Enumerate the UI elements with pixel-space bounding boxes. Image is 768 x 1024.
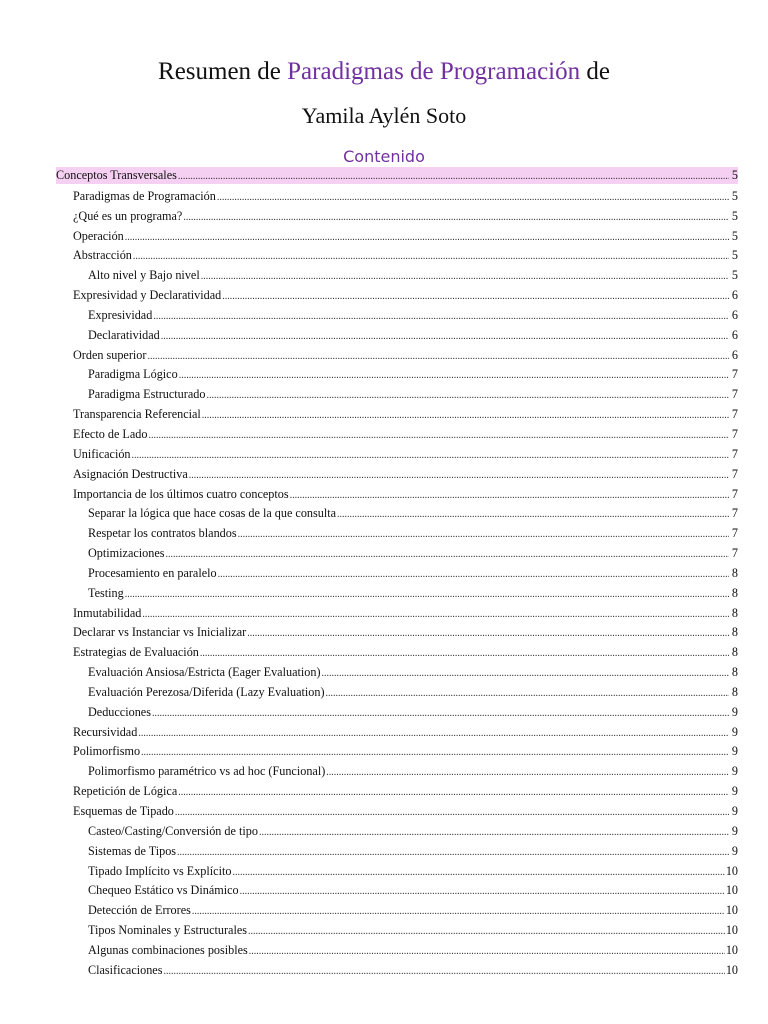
toc-entry-title: Declaratividad [88,327,160,342]
toc-dot-leader [147,347,729,367]
toc-dot-leader [175,803,729,823]
toc-entry-title: Asignación Destructiva [73,466,188,481]
toc-entry-title: Expresividad [88,307,153,322]
toc-entry[interactable] [56,465,738,485]
toc-entry[interactable] [56,227,738,247]
toc-dot-leader [125,228,729,248]
toc-entry-title: Expresividad y Declaratividad [73,288,222,303]
toc-entry-page: 8 [731,645,738,660]
toc-entry-title: Deducciones [88,704,151,719]
toc-entry-title: ¿Qué es un programa? [73,208,183,223]
toc-entry[interactable] [56,564,738,584]
toc-entry-title: Operación [73,228,124,243]
toc-entry[interactable] [56,901,738,921]
toc-entry-title: Inmutabilidad [73,605,142,620]
toc-dot-leader [200,644,729,664]
toc-entry[interactable] [56,802,738,822]
toc-entry[interactable] [56,365,738,385]
toc-entry-page: 7 [731,506,738,521]
toc-dot-leader [240,882,725,902]
toc-entry-title: Evaluación Ansiosa/Estricta (Eager Evaluation) [88,665,321,680]
toc-entry[interactable] [56,524,738,544]
toc-entry-title: Efecto de Lado [73,426,148,441]
toc-dot-leader [183,208,729,228]
toc-entry-title: Evaluación Perezosa/Diferida (Lazy Evaluation) [88,684,325,699]
toc-entry[interactable] [56,862,738,882]
toc-entry-title: Alto nivel y Bajo nivel [88,268,200,283]
toc-entry[interactable] [56,346,738,366]
toc-entry-page: 7 [731,486,738,501]
toc-entry-page: 8 [731,585,738,600]
toc-entry-title: Detección de Errores [88,903,191,918]
toc-entry-title: Procesamiento en paralelo [88,565,217,580]
toc-entry[interactable] [56,663,738,683]
toc-entry-page: 8 [731,684,738,699]
toc-entry-page: 5 [731,188,738,203]
toc-entry-page: 7 [731,466,738,481]
toc-entry[interactable] [56,842,738,862]
toc-dot-leader [218,565,729,585]
toc-dot-leader [177,843,729,863]
toc-entry-page: 7 [731,546,738,561]
toc-entry[interactable] [56,306,738,326]
toc-dot-leader [217,188,729,208]
toc-entry[interactable] [56,385,738,405]
toc-entry-page: 6 [731,288,738,303]
toc-dot-leader [326,763,729,783]
toc-entry[interactable] [56,961,738,981]
toc-entry-page: 10 [725,923,738,938]
toc-entry-page: 10 [725,863,738,878]
toc-dot-leader [141,743,729,763]
toc-entry-page: 5 [731,228,738,243]
toc-entry-page: 5 [731,208,738,223]
toc-dot-leader [247,624,729,644]
toc-entry-page: 10 [725,942,738,957]
toc-entry[interactable] [56,881,738,901]
toc-entry-title: Paradigma Lógico [88,367,178,382]
toc-entry-page: 7 [731,367,738,382]
toc-entry-page: 7 [731,387,738,402]
toc-dot-leader [259,823,729,843]
toc-entry-title: Chequeo Estático vs Dinámico [88,883,239,898]
toc-entry-page: 8 [731,625,738,640]
toc-dot-leader [132,446,729,466]
toc-dot-leader [192,902,725,922]
toc-entry-title: Separar la lógica que hace cosas de la que consulta [88,506,337,521]
author-name: Yamila Aylén Soto [301,103,467,128]
toc-entry-page: 5 [731,168,738,182]
toc-entry-page: 9 [731,804,738,818]
toc-entry-page: 9 [731,823,738,838]
toc-entry-title: Tipado Implícito vs Explícito [88,863,232,878]
toc-dot-leader [249,942,725,962]
toc-entry[interactable] [56,782,738,802]
toc-entry[interactable] [56,762,738,782]
toc-dot-leader [148,426,729,446]
toc-entry-page: 10 [725,883,738,898]
toc-entry[interactable] [56,643,738,663]
toc-dot-leader [163,962,724,982]
toc-dot-leader [232,863,724,883]
toc-entry-page: 7 [731,526,738,541]
toc-dot-leader [206,386,729,406]
toc-dot-leader [138,724,729,744]
toc-heading: Contenido [343,147,425,166]
toc-dot-leader [189,466,729,486]
toc-entry-title: Abstracción [73,248,132,263]
toc-entry-title: Optimizaciones [88,546,165,561]
toc-dot-leader [201,267,729,287]
toc-entry[interactable] [56,742,738,762]
toc-entry-page: 10 [725,962,738,977]
toc-entry-title: Casteo/Casting/Conversión de tipo [88,823,258,838]
toc-entry-title: Paradigmas de Programación [73,188,216,203]
toc-dot-leader [248,922,725,942]
toc-dot-leader [161,327,729,347]
table-of-contents [56,167,738,981]
toc-dot-leader [178,783,729,803]
toc-entry-page: 5 [731,248,738,263]
toc-entry-title: Conceptos Transversales [56,168,177,182]
toc-dot-leader [238,525,729,545]
toc-dot-leader [222,287,729,307]
title-prefix: Resumen de [158,58,288,85]
toc-entry-page: 7 [731,426,738,441]
toc-entry[interactable] [56,941,738,961]
toc-dot-leader [179,366,729,386]
toc-entry-page: 8 [731,605,738,620]
toc-entry[interactable] [56,623,738,643]
toc-entry-page: 9 [731,784,738,799]
toc-dot-leader [133,247,729,267]
toc-entry-title: Importancia de los últimos cuatro conceptos [73,486,289,501]
toc-entry-page: 6 [731,347,738,362]
toc-entry-title: Estrategias de Evaluación [73,645,199,660]
toc-entry-page: 9 [731,704,738,719]
toc-entry-title: Polimorfismo [73,744,141,759]
toc-dot-leader [125,585,729,605]
toc-entry-page: 8 [731,565,738,580]
toc-entry-page: 9 [731,843,738,858]
toc-entry-page: 9 [731,764,738,779]
toc-entry[interactable] [56,683,738,703]
toc-entry-title: Testing [88,585,124,600]
toc-entry-title: Transparencia Referencial [73,407,201,422]
toc-entry[interactable] [56,485,738,505]
toc-entry[interactable] [56,822,738,842]
toc-entry[interactable] [56,703,738,723]
toc-entry-title: Repetición de Lógica [73,784,178,799]
toc-entry-title: Polimorfismo paramétrico vs ad hoc (Funcional) [88,764,326,779]
toc-dot-leader [152,704,729,724]
toc-dot-leader [326,684,729,704]
toc-entry-title: Paradigma Estructurado [88,387,206,402]
toc-entry[interactable] [56,425,738,445]
toc-entry[interactable] [56,921,738,941]
toc-entry-title: Sistemas de Tipos [88,843,177,858]
toc-entry-page: 6 [731,307,738,322]
toc-entry[interactable] [56,167,738,184]
toc-entry-page: 6 [731,327,738,342]
toc-entry[interactable] [56,246,738,266]
toc-entry-page: 5 [731,268,738,283]
title-suffix: de [580,58,610,85]
toc-entry[interactable] [56,326,738,346]
document-title [0,55,768,89]
toc-entry[interactable] [56,604,738,624]
title-accent: Paradigmas de Programación [287,58,581,85]
toc-entry[interactable] [56,207,738,227]
toc-entry[interactable] [56,445,738,465]
toc-entry-page: 9 [731,724,738,739]
toc-entry[interactable] [56,286,738,306]
toc-entry[interactable] [56,584,738,604]
toc-entry-title: Declarar vs Instanciar vs Inicializar [73,625,247,640]
toc-entry-title: Clasificaciones [88,962,163,977]
toc-dot-leader [322,664,730,684]
toc-dot-leader [337,505,729,525]
toc-entry-title: Recursividad [73,724,138,739]
toc-dot-leader [166,545,730,565]
toc-dot-leader [290,486,729,506]
toc-entry-title: Unificación [73,446,131,461]
toc-entry[interactable] [56,187,738,207]
toc-entry[interactable] [56,504,738,524]
toc-entry[interactable] [56,405,738,425]
toc-dot-leader [178,168,729,185]
toc-entry-page: 8 [731,665,738,680]
toc-dot-leader [153,307,729,327]
toc-entry-page: 7 [731,407,738,422]
toc-entry-title: Respetar los contratos blandos [88,526,237,541]
toc-dot-leader [142,605,729,625]
toc-entry[interactable] [56,266,738,286]
toc-entry-title: Esquemas de Tipado [73,804,174,818]
toc-entry-page: 10 [725,903,738,918]
toc-entry-page: 9 [731,744,738,759]
toc-entry-page: 7 [731,446,738,461]
toc-entry[interactable] [56,544,738,564]
toc-entry-title: Algunas combinaciones posibles [88,942,248,957]
toc-entry-title: Tipos Nominales y Estructurales [88,923,247,938]
toc-dot-leader [202,406,729,426]
toc-entry[interactable] [56,723,738,743]
toc-entry-title: Orden superior [73,347,147,362]
